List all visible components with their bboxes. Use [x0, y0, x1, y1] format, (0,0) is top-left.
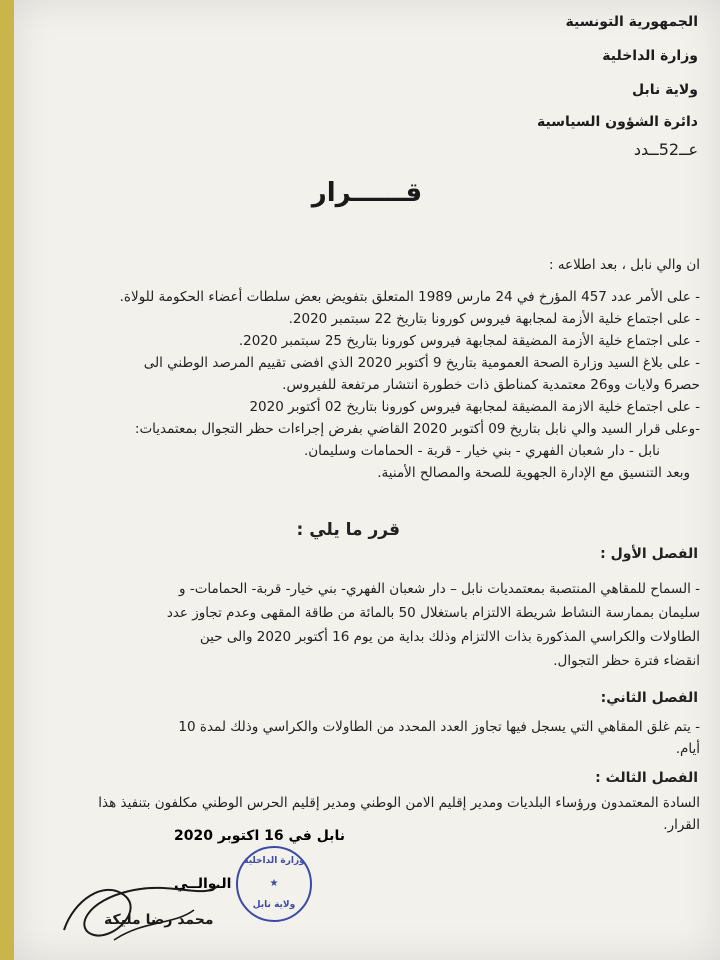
consideration-line: نابل - دار شعبان الفهري - بني خيار - قربة - الحمامات وسليمان. — [303, 443, 660, 459]
consideration-line: حصر6 ولايات وو26 معتمدية كمناطق ذات خطورة انتشار مرتفعة للفيروس. — [282, 377, 700, 393]
handwritten-signature — [54, 840, 254, 950]
document-title: قــــــرار — [311, 178, 423, 208]
signatory-title: الـوالــي — [174, 876, 232, 892]
consideration-line: - على اجتماع خلية الأزمة لمجابهة فيروس كورونا بتاريخ 22 سبتمبر 2020. — [288, 311, 700, 327]
chapter3-line: القرار. — [663, 817, 700, 833]
chapter1-line: سليمان بممارسة النشاط شريطة الالتزام باستغلال 50 بالمائة من طاقة المقهى وعدم تجاوز عدد — [166, 605, 700, 621]
chapter1-line: انقضاء فترة حظر التجوال. — [553, 653, 700, 669]
chapter2-line: أيام. — [675, 741, 700, 757]
chapter2-line: - يتم غلق المقاهي التي يسجل فيها تجاوز العدد المحدد من الطاولات والكراسي وذلك لمدة 10 — [178, 719, 700, 735]
stamp-star-icon: ★ — [269, 878, 279, 889]
document-date: نابل في 16 اكتوبر 2020 — [174, 828, 345, 844]
consideration-line: - على الأمر عدد 457 المؤرخ في 24 مارس 1989 المتعلق بتفويض بعض سلطات أعضاء الحكومة للولاة. — [119, 289, 700, 305]
chapter1-heading: الفصل الأول : — [600, 546, 698, 562]
signatory-name: محمد رضا مليكة — [104, 912, 214, 928]
header-republic: الجمهورية التونسية — [565, 14, 698, 30]
header-department: دائرة الشؤون السياسية — [537, 114, 698, 130]
stamp-top-text: وزارة الداخلية — [243, 856, 305, 866]
chapter1-line: الطاولات والكراسي المذكورة بذات الالتزام وذلك بداية من يوم 16 أكتوبر 2020 والى حين — [199, 629, 700, 645]
chapter2-heading: الفصل الثاني: — [600, 690, 698, 706]
consideration-line: - على بلاغ السيد وزارة الصحة العمومية بتاريخ 9 أكتوبر 2020 الذي افضى تقييم المرصد الوطني الى — [143, 355, 700, 371]
reference-number: عــ52ــدد — [633, 140, 698, 159]
stamp-bottom-text: ولاية نابل — [252, 900, 296, 910]
consideration-line: - على اجتماع خلية الأزمة المضيقة لمجابهة فيروس كورونا بتاريخ 25 سبتمبر 2020. — [238, 333, 700, 349]
header-governorate: ولاية نابل — [631, 82, 698, 98]
consideration-line: - على اجتماع خلية الازمة المضيقة لمجابهة فيروس كورونا بتاريخ 02 أكتوبر 2020 — [249, 399, 700, 415]
chapter3-line: السادة المعتمدون ورؤساء البلديات ومدير إقليم الامن الوطني ومدير إقليم الحرس الوطني مكلفون بتنفيذ هذا — [98, 795, 700, 811]
header-ministry: وزارة الداخلية — [602, 48, 698, 64]
chapter1-line: - السماح للمقاهي المنتصبة بمعتمديات نابل – دار شعبان الفهري- بني خيار- قربة- الحمامات- و — [179, 581, 700, 597]
decree-heading: قرر ما يلي : — [296, 520, 400, 540]
chapter3-heading: الفصل الثالث : — [595, 770, 698, 786]
document-page — [14, 0, 720, 960]
consideration-line: -وعلى قرار السيد والي نابل بتاريخ 09 أكتوبر 2020 القاضي بفرض إجراءات حظر التجوال بمعتمديات: — [134, 421, 700, 437]
intro-line: ان والي نابل ، بعد اطلاعه : — [548, 257, 700, 273]
consideration-line: وبعد التنسيق مع الإدارة الجهوية للصحة والمصالح الأمنية. — [377, 465, 690, 481]
